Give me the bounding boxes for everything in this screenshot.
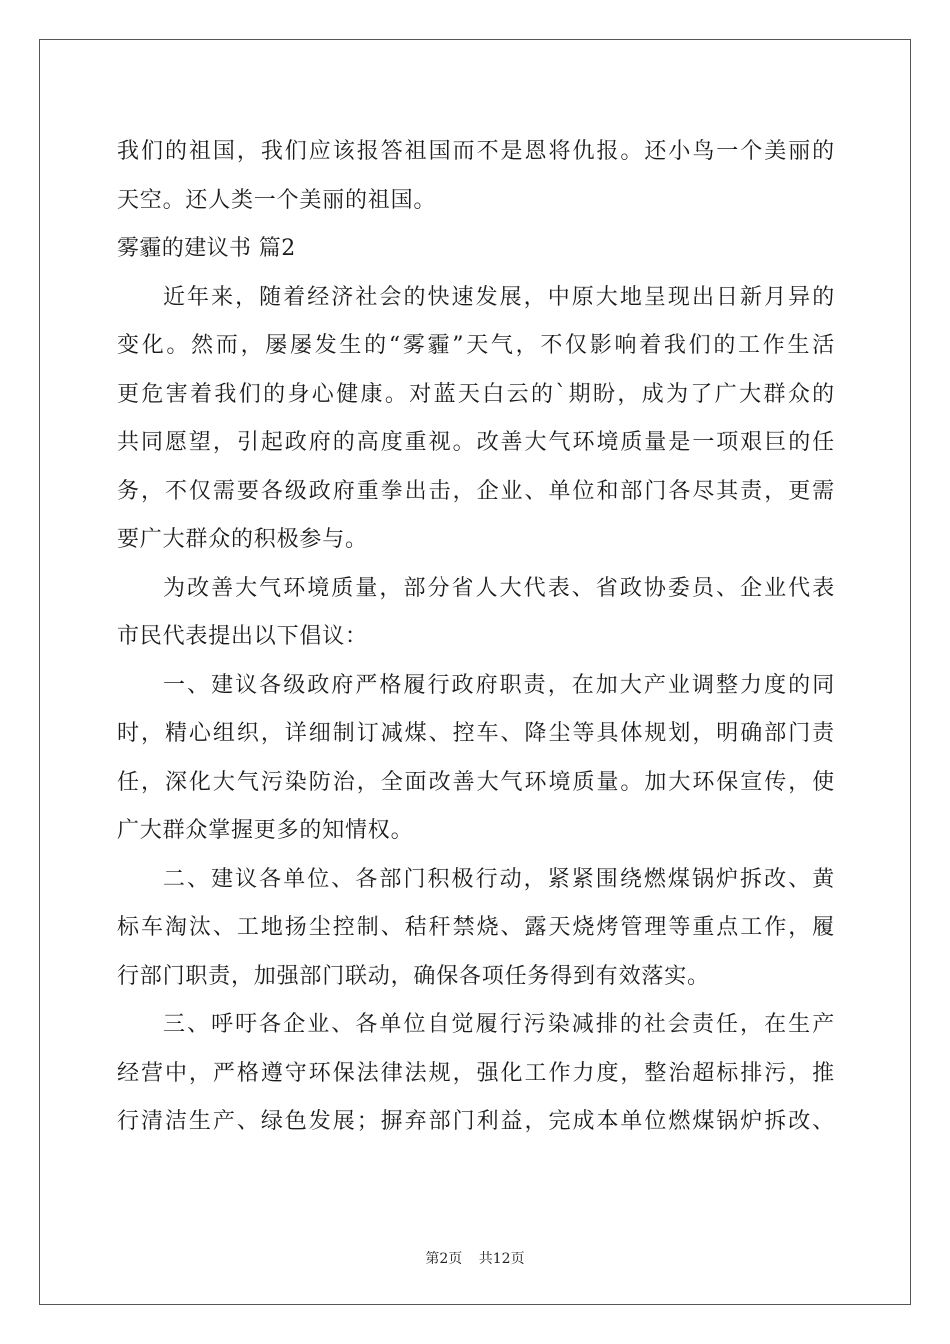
text-line: 广大群众掌握更多的知情权。 — [117, 818, 414, 843]
text-line: 我们的祖国，我们应该报答祖国而不是恩将仇报。还小鸟一个美丽的 — [117, 139, 835, 164]
section-heading: 雾霾的建议书 篇2 — [117, 236, 296, 261]
page-total: 共12页 — [478, 1251, 525, 1267]
text-line: 为改善大气环境质量，部分省人大代表、省政协委员、企业代表 — [163, 575, 835, 601]
page-footer — [0, 1248, 950, 1268]
text-line: 要广大群众的积极参与。 — [117, 527, 368, 552]
document-body — [117, 128, 835, 1147]
text-line: 共同愿望，引起政府的高度重视。改善大气环境质量是一项艰巨的任 — [117, 430, 835, 455]
text-line: 三、呼吁各企业、各单位自觉履行污染减排的社会责任，在生产 — [163, 1012, 835, 1037]
text-line: 一、建议各级政府严格履行政府职责，在加大产业调整力度的同 — [163, 672, 835, 698]
text-line: 天空。还人类一个美丽的祖国。 — [117, 187, 437, 213]
page-number: 第2页 — [425, 1251, 463, 1267]
text-line: 务，不仅需要各级政府重拳出击，企业、单位和部门各尽其责，更需 — [117, 478, 835, 504]
text-line: 近年来，随着经济社会的快速发展，中原大地呈现出日新月异的 — [163, 284, 835, 310]
text-line: 任，深化大气污染防治，全面改善大气环境质量。加大环保宣传，使 — [117, 769, 835, 795]
text-line: 更危害着我们的身心健康。对蓝天白云的`期盼，成为了广大群众的 — [117, 381, 835, 407]
text-line: 经营中，严格遵守环保法律法规，强化工作力度，整治超标排污，推 — [117, 1060, 835, 1086]
text-line: 行清洁生产、绿色发展；摒弃部门利益，完成本单位燃煤锅炉拆改、 — [117, 1109, 835, 1134]
text-line: 二、建议各单位、各部门积极行动，紧紧围绕燃煤锅炉拆改、黄 — [163, 866, 835, 892]
text-line: 时，精心组织，详细制订减煤、控车、降尘等具体规划，明确部门责 — [117, 721, 835, 746]
text-line: 行部门职责，加强部门联动，确保各项任务得到有效落实。 — [117, 963, 710, 989]
text-line: 标车淘汰、工地扬尘控制、秸秆禁烧、露天烧烤管理等重点工作，履 — [117, 915, 835, 940]
text-line: 变化。然而，屡屡发生的“雾霾”天气，不仅影响着我们的工作生活 — [117, 333, 835, 358]
text-line: 市民代表提出以下倡议： — [117, 624, 368, 649]
